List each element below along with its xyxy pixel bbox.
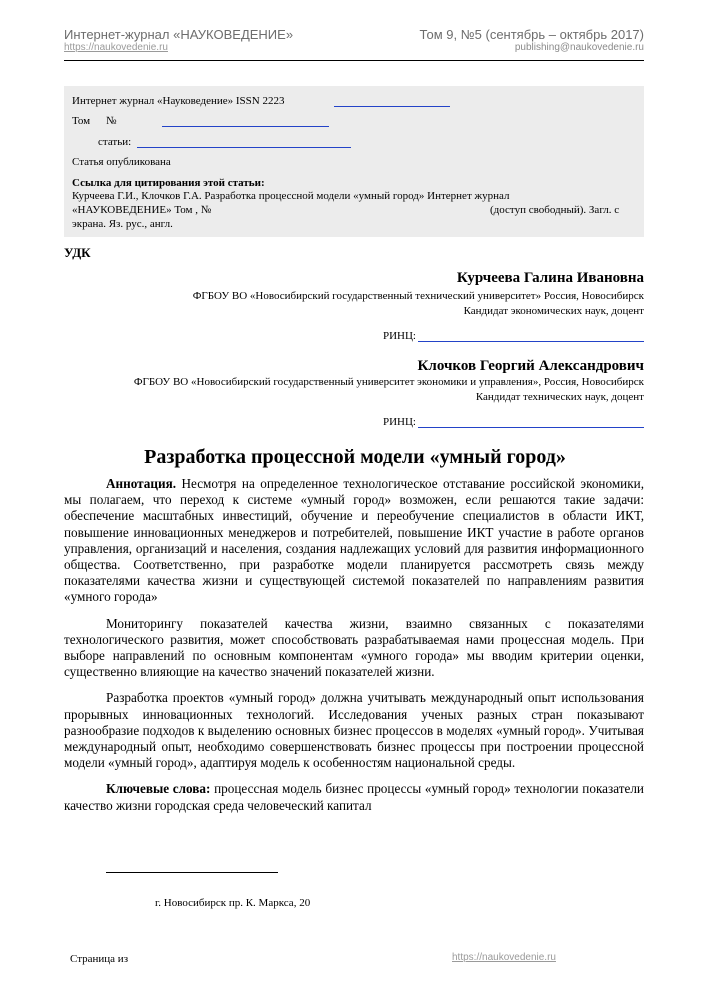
keywords-text: процессная модель бизнес процессы «умный город» технологии показатели качество жизни городская среда человеческий капитал [64,781,644,813]
author-degree: Кандидат технических наук, доцент [475,391,644,403]
tom-blank [162,126,329,127]
article-blank [137,147,351,148]
abstract-label: Аннотация. [106,476,177,491]
author-affiliation: ФГБОУ ВО «Новосибирский государственный технический университет» Россия, Новосибирск [192,290,644,302]
footer-link[interactable]: https://naukovedenie.ru [452,952,556,963]
number-label: № [106,115,117,127]
cite-heading: Ссылка для цитирования этой статьи: [72,177,265,189]
abstract-text: Несмотря на определенное технологическое отставание российской экономики, мы полагаем, что переход к системе «умный город» возможен, если решаются такие задачи: обеспечение масштабных инвестиций, обучение и переобучение специалистов в области ИКТ, повышение инновационных менеджеров и потребителей, повышение ИКТ участие в работе органов управления, организаций и населения, создания надлежащих условий для развития информационного общества. Соответственно, при разработке модели планируется рассмотреть связь между показателями качества жизни и существующей системой показателей по направлениям развития «умного города» [64,476,644,605]
citation-box [64,86,644,237]
author-name: Курчеева Галина Ивановна [456,270,644,286]
rinc-field [383,416,644,428]
article-label: статьи: [98,136,132,148]
body-paragraph: Разработка проектов «умный город» должна учитывать международный опыт использования прорывных инновационных технологий. Исследования ученых разных стран показывают разнообразие подходов к выделению основных бизнес процессов в моделях «умный город». Учитывая международный опыт, необходимо совершенствовать бизнес процессы при построении процессной модели «умный город», адаптируя модель к особенностям национальной среды. [64,690,644,771]
author-affiliation: ФГБОУ ВО «Новосибирский государственный университет экономики и управления», Россия, Новосибирск [133,376,644,388]
journal-issn-line: Интернет журнал «Науковедение» ISSN 2223 [72,95,285,107]
cite-line-2a: «НАУКОВЕДЕНИЕ» Том , № [72,204,212,216]
journal-email[interactable]: publishing@naukovedenie.ru [514,42,644,53]
tom-label: Том [72,115,91,127]
rinc-label: РИНЦ: [382,416,416,428]
keywords-label: Ключевые слова: [106,781,211,797]
rinc-label: РИНЦ: [382,330,416,342]
rinc-field [383,330,644,342]
journal-title: Интернет-журнал «НАУКОВЕДЕНИЕ» [64,27,294,42]
published-label: Статья опубликована [72,156,171,168]
rinc-blank [418,341,644,342]
issue-info: Том 9, №5 (сентябрь – октябрь 2017) [419,27,644,42]
author-degree: Кандидат экономических наук, доцент [463,305,644,317]
cite-line-3: экрана. Яз. рус., англ. [72,218,173,230]
header-divider [64,60,644,61]
footnote-divider [106,872,278,873]
page-counter: Страница из [70,953,129,965]
journal-link[interactable]: https://naukovedenie.ru [64,42,168,53]
udk-label: УДК [64,245,91,260]
issn-blank [334,106,450,107]
body-paragraph: Мониторингу показателей качества жизни, взаимно связанных с показателями технологического развития, может способствовать разрабатываемая нами процессная модель. При выборе направлений по основным компонентам «умного города» мы вводим критерии оценки, существенно влияющие на качество значений показателей жизни. [64,615,644,680]
cite-line-1: Курчеева Г.И., Клочков Г.А. Разработка процессной модели «умный город» Интернет журнал [72,190,510,202]
article-title: Разработка процессной модели «умный город» [144,446,566,468]
article-body [64,476,644,824]
abstract-paragraph [64,476,644,606]
rinc-blank [418,427,644,428]
cite-line-2b: (доступ свободный). Загл. с [490,204,620,216]
footnote-text: г. Новосибирск пр. К. Маркса, 20 [155,897,311,909]
keywords-paragraph [64,781,644,813]
author-name: Клочков Георгий Александрович [417,358,644,374]
